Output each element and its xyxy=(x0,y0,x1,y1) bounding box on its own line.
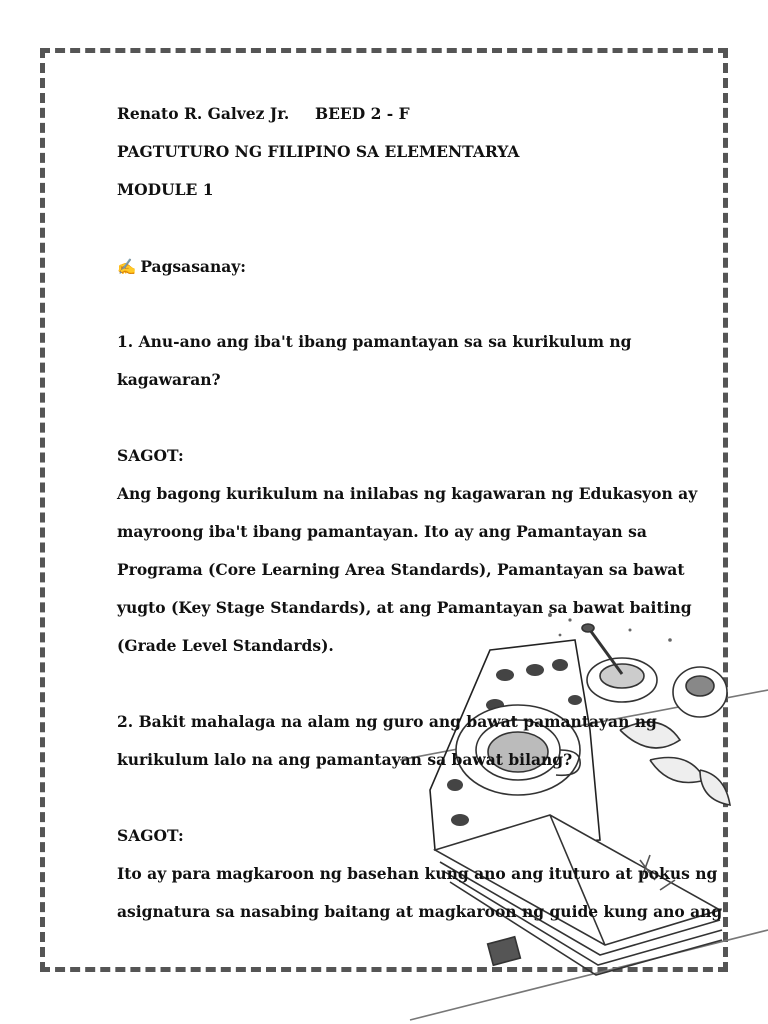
question-line: kagawaran? xyxy=(117,370,221,389)
course-title: PAGTUTURO NG FILIPINO SA ELEMENTARYA xyxy=(117,142,520,161)
answer-label: SAGOT: xyxy=(117,446,184,465)
header-line xyxy=(117,104,410,124)
answer-line: (Grade Level Standards). xyxy=(117,636,334,655)
answer-line: mayroong iba't ibang pamantayan. Ito ay ang Pamantayan sa xyxy=(117,522,647,541)
module-title: MODULE 1 xyxy=(117,180,214,199)
answer-label: SAGOT: xyxy=(117,826,184,845)
book-and-coffee-sketch xyxy=(400,600,768,1024)
exercise-label: Pagsasanay: xyxy=(140,257,247,276)
question-line: 2. Bakit mahalaga na alam ng guro ang bawat pamantayan ng xyxy=(117,712,657,731)
question-line: 1. Anu-ano ang iba't ibang pamantayan sa sa kurikulum ng xyxy=(117,332,632,351)
answer-line: yugto (Key Stage Standards), at ang Pamantayan sa bawat baiting xyxy=(117,598,692,617)
answer-line: Programa (Core Learning Area Standards), Pamantayan sa bawat xyxy=(117,560,685,579)
answer-line: Ang bagong kurikulum na inilabas ng kagawaran ng Edukasyon ay xyxy=(117,484,698,503)
answer-line: asignatura sa nasabing baitang at magkaroon ng guide kung ano ang xyxy=(117,902,723,921)
answer-line: Ito ay para magkaroon ng basehan kung ano ang ituturo at pokus ng xyxy=(117,864,718,883)
exercise-heading xyxy=(117,257,246,277)
question-line: kurikulum lalo na ang pamantayan sa bawat bilang? xyxy=(117,750,573,769)
author-name: Renato R. Galvez Jr. xyxy=(117,104,290,123)
section-code: BEED 2 - F xyxy=(315,104,410,123)
writing-hand-icon: ✍ xyxy=(117,258,137,276)
